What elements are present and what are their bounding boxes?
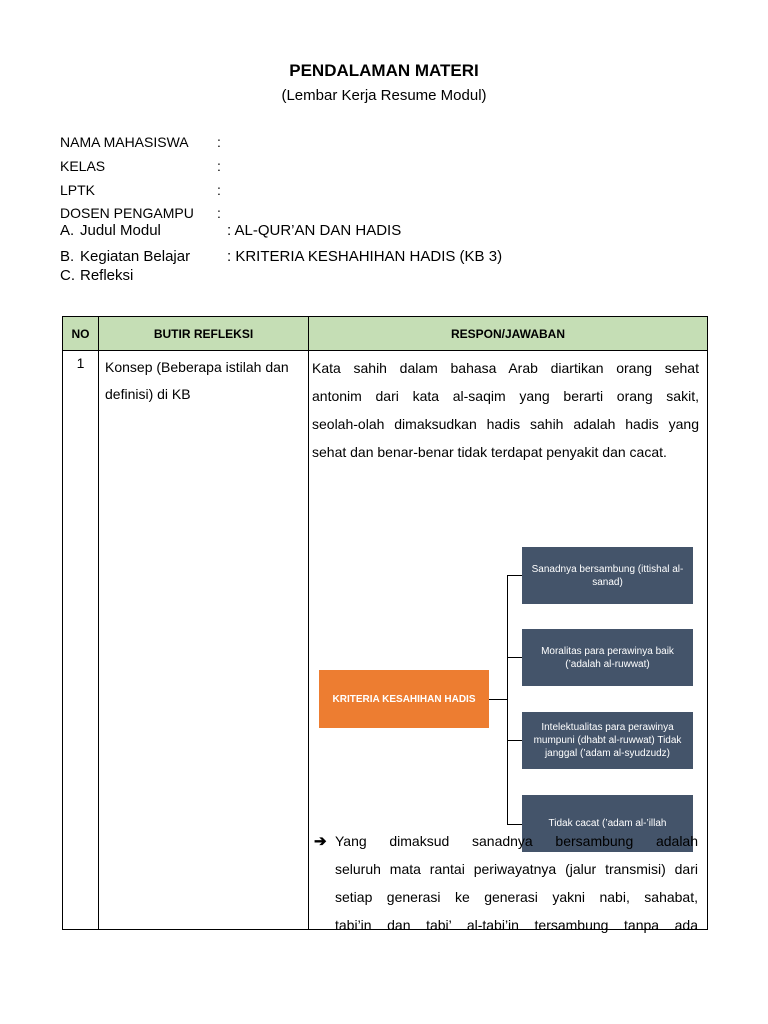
diagram-branch (507, 575, 522, 576)
diagram-branch (507, 657, 522, 658)
section-value: : AL-QUR’AN DAN HADIS (227, 222, 402, 239)
diagram-connector (489, 699, 507, 700)
page-subtitle: (Lembar Kerja Resume Modul) (281, 87, 487, 104)
section-refleksi (60, 267, 133, 284)
section-label: Judul Modul (80, 222, 161, 239)
field-kelas (60, 158, 221, 174)
diagram-child-box: Intelektualitas para perawinya mumpuni (dhabt al-ruwwat) Tidak janggal (’adam al-syudzudz) (522, 712, 693, 769)
paragraph-line: seluruh mata rantai periwayatnya (jalur transmisi) dari (335, 861, 698, 877)
diagram-branch (507, 740, 522, 741)
section-judul-modul (60, 222, 401, 239)
field-label: NAMA MAHASISWA (60, 134, 189, 150)
paragraph-line: Kata sahih dalam bahasa Arab diartikan orang sehat (312, 360, 699, 376)
header-no: NO (63, 317, 99, 351)
field-label: DOSEN PENGAMPU (60, 205, 194, 221)
section-letter: A. (60, 222, 75, 239)
diagram-root-box: KRITERIA KESAHIHAN HADIS (319, 670, 489, 728)
diagram-bracket-line (507, 575, 508, 824)
field-dosen-pengampu (60, 205, 221, 221)
row-response (309, 351, 708, 933)
section-kegiatan-belajar (60, 248, 502, 265)
field-separator: : (217, 182, 221, 198)
table-header-row (63, 317, 708, 351)
section-value: : KRITERIA KESHAHIHAN HADIS (KB 3) (227, 248, 503, 265)
followup-paragraph (335, 827, 698, 939)
row-number: 1 (63, 351, 99, 930)
paragraph-line: tabi’in dan tabi’ al-tabi’in tersambung tanpa ada (335, 917, 698, 933)
paragraph-line: seolah-olah dimaksudkan hadis sahih adalah hadis yang (312, 416, 699, 432)
field-separator: : (217, 205, 221, 221)
field-separator: : (217, 158, 221, 174)
section-label: Kegiatan Belajar (80, 248, 191, 265)
field-nama-mahasiswa (60, 134, 221, 150)
reflection-table (62, 316, 708, 933)
field-separator: : (217, 134, 221, 150)
diagram-child-box: Moralitas para perawinya baik (’adalah al-ruwwat) (522, 629, 693, 686)
paragraph-line: setiap generasi ke generasi yakni nabi, sahabat, (335, 889, 698, 905)
field-lptk (60, 182, 221, 198)
paragraph-line: antonim dari kata al-saqim yang berarti orang sakit, (312, 388, 699, 404)
field-label: KELAS (60, 158, 106, 174)
row-butir: Konsep (Beberapa istilah dan definisi) di KB (99, 351, 309, 930)
page-title: PENDALAMAN MATERI (289, 61, 479, 80)
header-butir-refleksi: BUTIR REFLEKSI (99, 317, 309, 351)
diagram-child-box: Tidak cacat (’adam al-’illah (522, 795, 693, 852)
arrow-right-icon: ➔ (314, 833, 327, 850)
header-respon-jawaban: RESPON/JAWABAN (309, 317, 708, 351)
paragraph-line: sehat dan benar-benar tidak terdapat penyakit dan cacat. (312, 444, 667, 460)
diagram-branch (507, 824, 522, 825)
definition-paragraph (312, 354, 699, 466)
paragraph-line: Yang dimaksud sanadnya bersambung adalah (335, 833, 698, 849)
table-row (63, 351, 708, 930)
section-letter: B. (60, 248, 75, 265)
field-label: LPTK (60, 182, 96, 198)
section-label: Refleksi (80, 267, 134, 284)
section-letter: C. (60, 267, 75, 284)
diagram-child-box: Sanadnya bersambung (ittishal al-sanad) (522, 547, 693, 604)
